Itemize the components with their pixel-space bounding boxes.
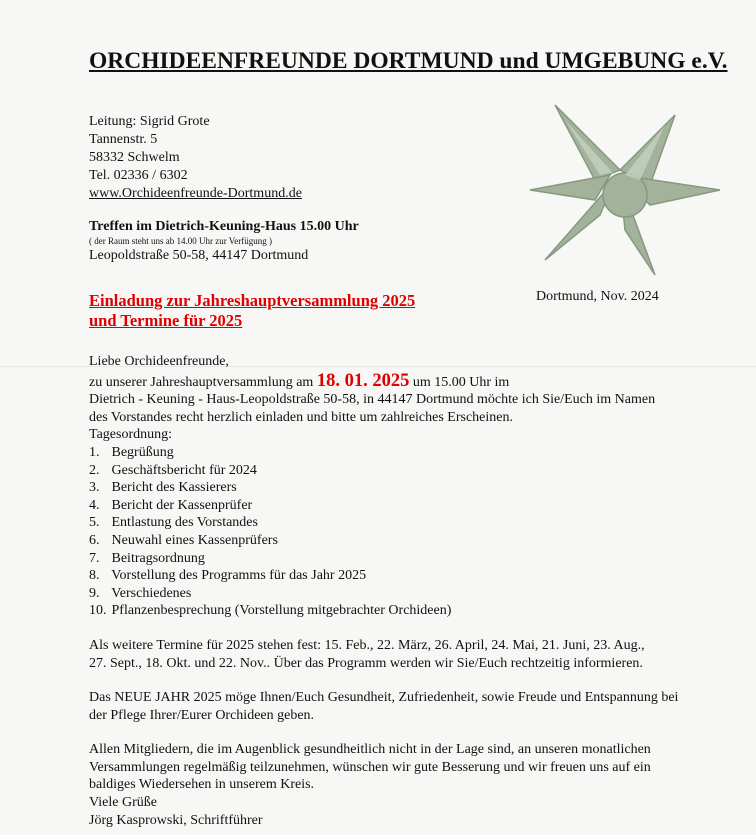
members-line-3: baldiges Wiedersehen in unserem Kreis.	[89, 777, 315, 793]
newyear-line-1: Das NEUE JAHR 2025 möge Ihnen/Euch Gesundheit, Zufriedenheit, sowie Freude und Entspannung bei	[89, 690, 679, 706]
meeting-note: ( der Raum steht uns ab 14.00 Uhr zur Verfügung )	[89, 236, 273, 246]
contact-city: 58332 Schwelm	[89, 150, 180, 165]
agenda-item: 2. Geschäftsbericht für 2024	[89, 462, 257, 478]
meeting-block	[89, 218, 359, 265]
dates-line-1: Als weitere Termine für 2025 stehen fest: 15. Feb., 22. März, 26. April, 24. Mai, 21. Juni, 23. Aug.,	[89, 637, 645, 653]
newyear-line-2: der Pflege Ihrer/Eurer Orchideen geben.	[89, 707, 315, 723]
agenda-item: 3. Bericht des Kassierers	[89, 480, 237, 496]
website-link[interactable]: www.Orchideenfreunde-Dortmund.de	[89, 186, 302, 201]
intro-line-1	[89, 370, 749, 392]
agenda-item: 5. Entlastung des Vorstandes	[89, 515, 258, 531]
dates-line-2: 27. Sept., 18. Okt. und 22. Nov.. Über das Programm werden wir Sie/Euch rechtzeitig informieren.	[89, 655, 643, 671]
intro-pre: zu unserer Jahreshauptversammlung am	[89, 374, 314, 390]
intro-post: um 15.00 Uhr im	[412, 374, 510, 390]
intro-line-2: Dietrich - Keuning - Haus-Leopoldstraße 50-58, in 44147 Dortmund möchte ich Sie/Euch im Namen	[89, 392, 656, 408]
members-line-2: Versammlungen regelmäßig teilzunehmen, wünschen wir gute Besserung und wir freuen uns auf ein	[89, 759, 651, 775]
agenda-item: 1. Begrüßung	[89, 444, 174, 460]
intro-line-3: des Vorstandes recht herzlich einladen und bitte um zahlreiches Erscheinen.	[89, 409, 513, 425]
invitation-line-2: und Termine für 2025	[89, 311, 243, 330]
signature: Jörg Kasprowski, Schriftführer	[89, 812, 263, 828]
agenda-item: 6. Neuwahl eines Kassenprüfers	[89, 532, 278, 548]
dateline: Dortmund, Nov. 2024	[536, 289, 659, 304]
letter-body	[89, 353, 749, 829]
contact-block	[89, 113, 302, 203]
salutation: Liebe Orchideenfreunde,	[89, 354, 229, 369]
closing: Viele Grüße	[89, 795, 157, 811]
page-title: ORCHIDEENFREUNDE DORTMUND und UMGEBUNG e.V.	[89, 48, 728, 74]
members-line-1: Allen Mitgliedern, die im Augenblick gesundheitlich nicht in der Lage sind, an unseren monatlichen	[89, 742, 651, 758]
meeting-address: Leopoldstraße 50-58, 44147 Dortmund	[89, 248, 309, 263]
meeting-title: Treffen im Dietrich-Keuning-Haus 15.00 Uhr	[89, 219, 359, 234]
contact-phone: Tel. 02336 / 6302	[89, 168, 188, 183]
agenda-item: 8. Vorstellung des Programms für das Jahr 2025	[89, 568, 367, 584]
agenda-item: 7. Beitragsordnung	[89, 550, 205, 566]
contact-street: Tannenstr. 5	[89, 132, 158, 147]
agenda-item: 9. Verschiedenes	[89, 585, 192, 601]
contact-name: Leitung: Sigrid Grote	[89, 114, 210, 129]
agenda-heading: Tagesordnung:	[89, 427, 173, 443]
invitation-heading	[89, 291, 415, 331]
invitation-line-1: Einladung zur Jahreshauptversammlung 2025	[89, 291, 416, 310]
agenda-item: 10. Pflanzenbesprechung (Vorstellung mitgebrachter Orchideen)	[89, 603, 452, 619]
agenda-list	[89, 444, 749, 620]
agenda-item: 4. Bericht der Kassenprüfer	[89, 497, 253, 513]
meeting-date: 18. 01. 2025	[316, 370, 410, 391]
orchid-flower-icon	[525, 95, 725, 280]
